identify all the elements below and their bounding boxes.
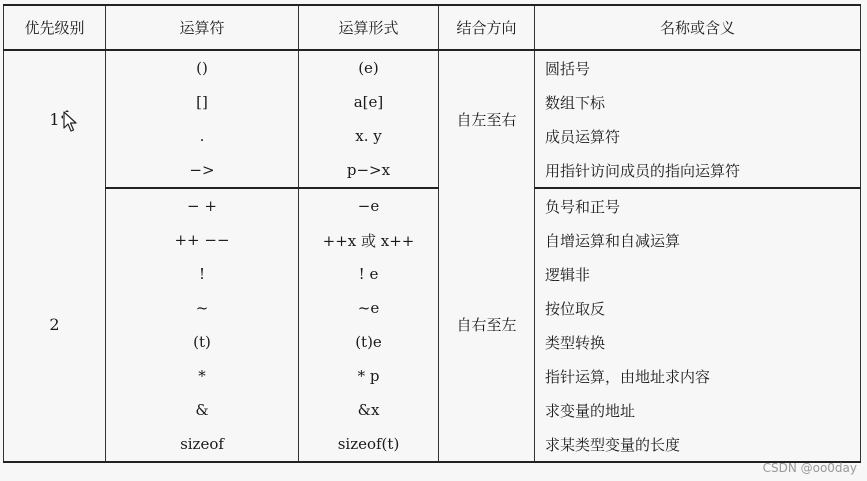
move-cursor-icon [60,110,82,136]
operator-cell: * [106,359,299,393]
header-form: 运算形式 [299,5,439,50]
table-row [4,188,861,223]
meaning-cell: 逻辑非 [535,257,861,291]
meaning-cell: 用指针访问成员的指向运算符 [535,153,861,188]
associativity-group-2: 自右至左 [439,188,535,462]
form-cell: a[e] [299,85,439,119]
form-cell: (e) [299,50,439,85]
form-cell: −e [299,188,439,223]
meaning-cell: 指针运算，由地址求内容 [535,359,861,393]
meaning-cell: 负号和正号 [535,188,861,223]
operator-precedence-table [3,4,861,463]
form-cell: (t)e [299,325,439,359]
operator-cell: − + [106,188,299,223]
meaning-cell: 按位取反 [535,291,861,325]
associativity-group-1: 自左至右 [439,50,535,188]
header-priority: 优先级别 [4,5,106,50]
form-cell: &x [299,393,439,427]
table-row [4,291,861,325]
meaning-cell: 求某类型变量的长度 [535,427,861,462]
watermark: CSDN @oo0day [762,461,857,475]
form-cell: p−>x [299,153,439,188]
table-row [4,393,861,427]
header-associativity: 结合方向 [439,5,535,50]
table-row [4,223,861,257]
meaning-cell: 类型转换 [535,325,861,359]
table-row [4,325,861,359]
priority-level-2: 2 [4,188,106,462]
operator-cell: () [106,50,299,85]
operator-cell: . [106,119,299,153]
table-header-row [4,5,861,50]
operator-cell: ! [106,257,299,291]
header-operator: 运算符 [106,5,299,50]
meaning-cell: 自增运算和自减运算 [535,223,861,257]
operator-precedence-table-container [3,4,860,463]
header-meaning: 名称或含义 [535,5,861,50]
operator-cell: sizeof [106,427,299,462]
form-cell: ~e [299,291,439,325]
table-row [4,119,861,153]
form-cell: ! e [299,257,439,291]
priority-level-1: 1 [4,50,106,188]
table-row [4,427,861,462]
table-row [4,257,861,291]
form-cell: x. y [299,119,439,153]
table-row [4,50,861,85]
operator-cell: [] [106,85,299,119]
table-row [4,359,861,393]
meaning-cell: 数组下标 [535,85,861,119]
operator-cell: (t) [106,325,299,359]
form-cell: sizeof(t) [299,427,439,462]
table-row [4,85,861,119]
operator-cell: & [106,393,299,427]
operator-cell: ++ −− [106,223,299,257]
meaning-cell: 求变量的地址 [535,393,861,427]
operator-cell: ~ [106,291,299,325]
meaning-cell: 圆括号 [535,50,861,85]
form-cell: * p [299,359,439,393]
operator-cell: −> [106,153,299,188]
form-cell: ++x 或 x++ [299,223,439,257]
table-row [4,153,861,188]
meaning-cell: 成员运算符 [535,119,861,153]
